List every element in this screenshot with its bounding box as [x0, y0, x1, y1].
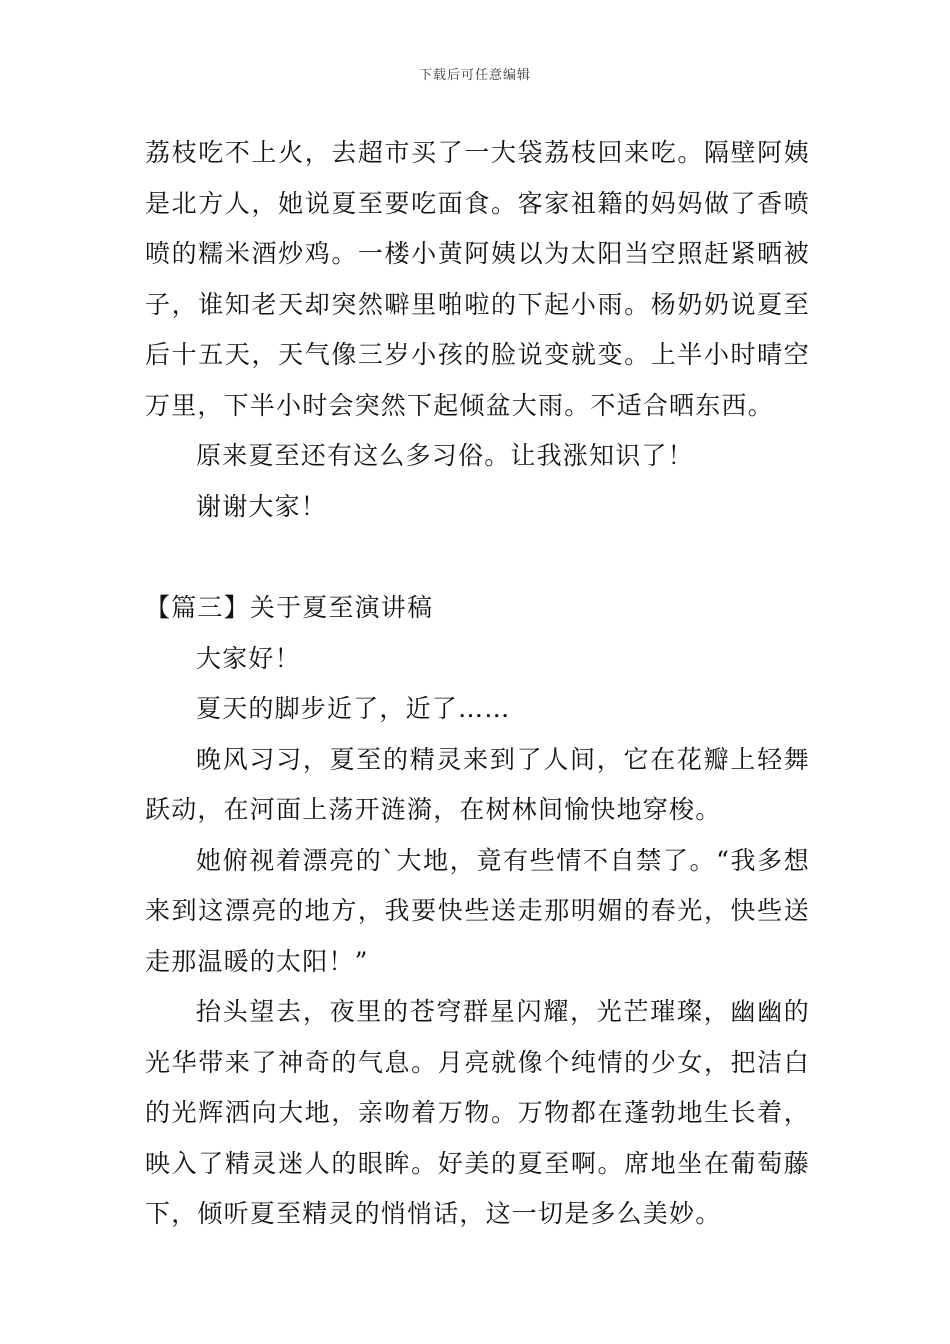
section-gap [145, 532, 810, 583]
section-title: 【篇三】关于夏至演讲稿 [145, 593, 434, 622]
paragraph: 谢谢大家！ [196, 491, 328, 521]
document-body [145, 128, 810, 1240]
paragraph: 晚风习习，夏至的精灵来到了人间，它在花瓣上轻舞跃动，在河面上荡开涟漪，在树林间愉快地穿梭。 [145, 744, 810, 824]
page-header: 下载后可任意编辑 [418, 68, 531, 83]
paragraph: 抬头望去，夜里的苍穹群星闪耀，光芒璀璨，幽幽的光华带来了神奇的气息。月亮就像个纯情的少女，把洁白的光辉洒向大地，亲吻着万物。万物都在蓬勃地生长着，映入了精灵迷人的眼眸。好美的夏至啊。席地坐在葡萄藤下，倾听夏至精灵的悄悄话，这一切是多么美妙。 [145, 997, 810, 1228]
paragraph: 夏天的脚步近了，近了…… [196, 694, 511, 723]
paragraph: 原来夏至还有这么多习俗。让我涨知识了！ [196, 441, 694, 470]
paragraph: 大家好！ [196, 643, 301, 673]
paragraph: 她俯视着漂亮的`大地，竟有些情不自禁了。“我多想来到这漂亮的地方，我要快些送走那明媚的春光，快些送走那温暖的太阳！” [145, 845, 810, 976]
paragraph-continued: 荔枝吃不上火，去超市买了一大袋荔枝回来吃。隔壁阿姨是北方人，她说夏至要吃面食。客家祖籍的妈妈做了香喷喷的糯米酒炒鸡。一楼小黄阿姨以为太阳当空照赶紧晒被子，谁知老天却突然噼里啪啦的下起小雨。杨奶奶说夏至后十五天，天气像三岁小孩的脸说变就变。上半小时晴空万里，下半小时会突然下起倾盆大雨。不适合晒东西。 [145, 138, 810, 420]
